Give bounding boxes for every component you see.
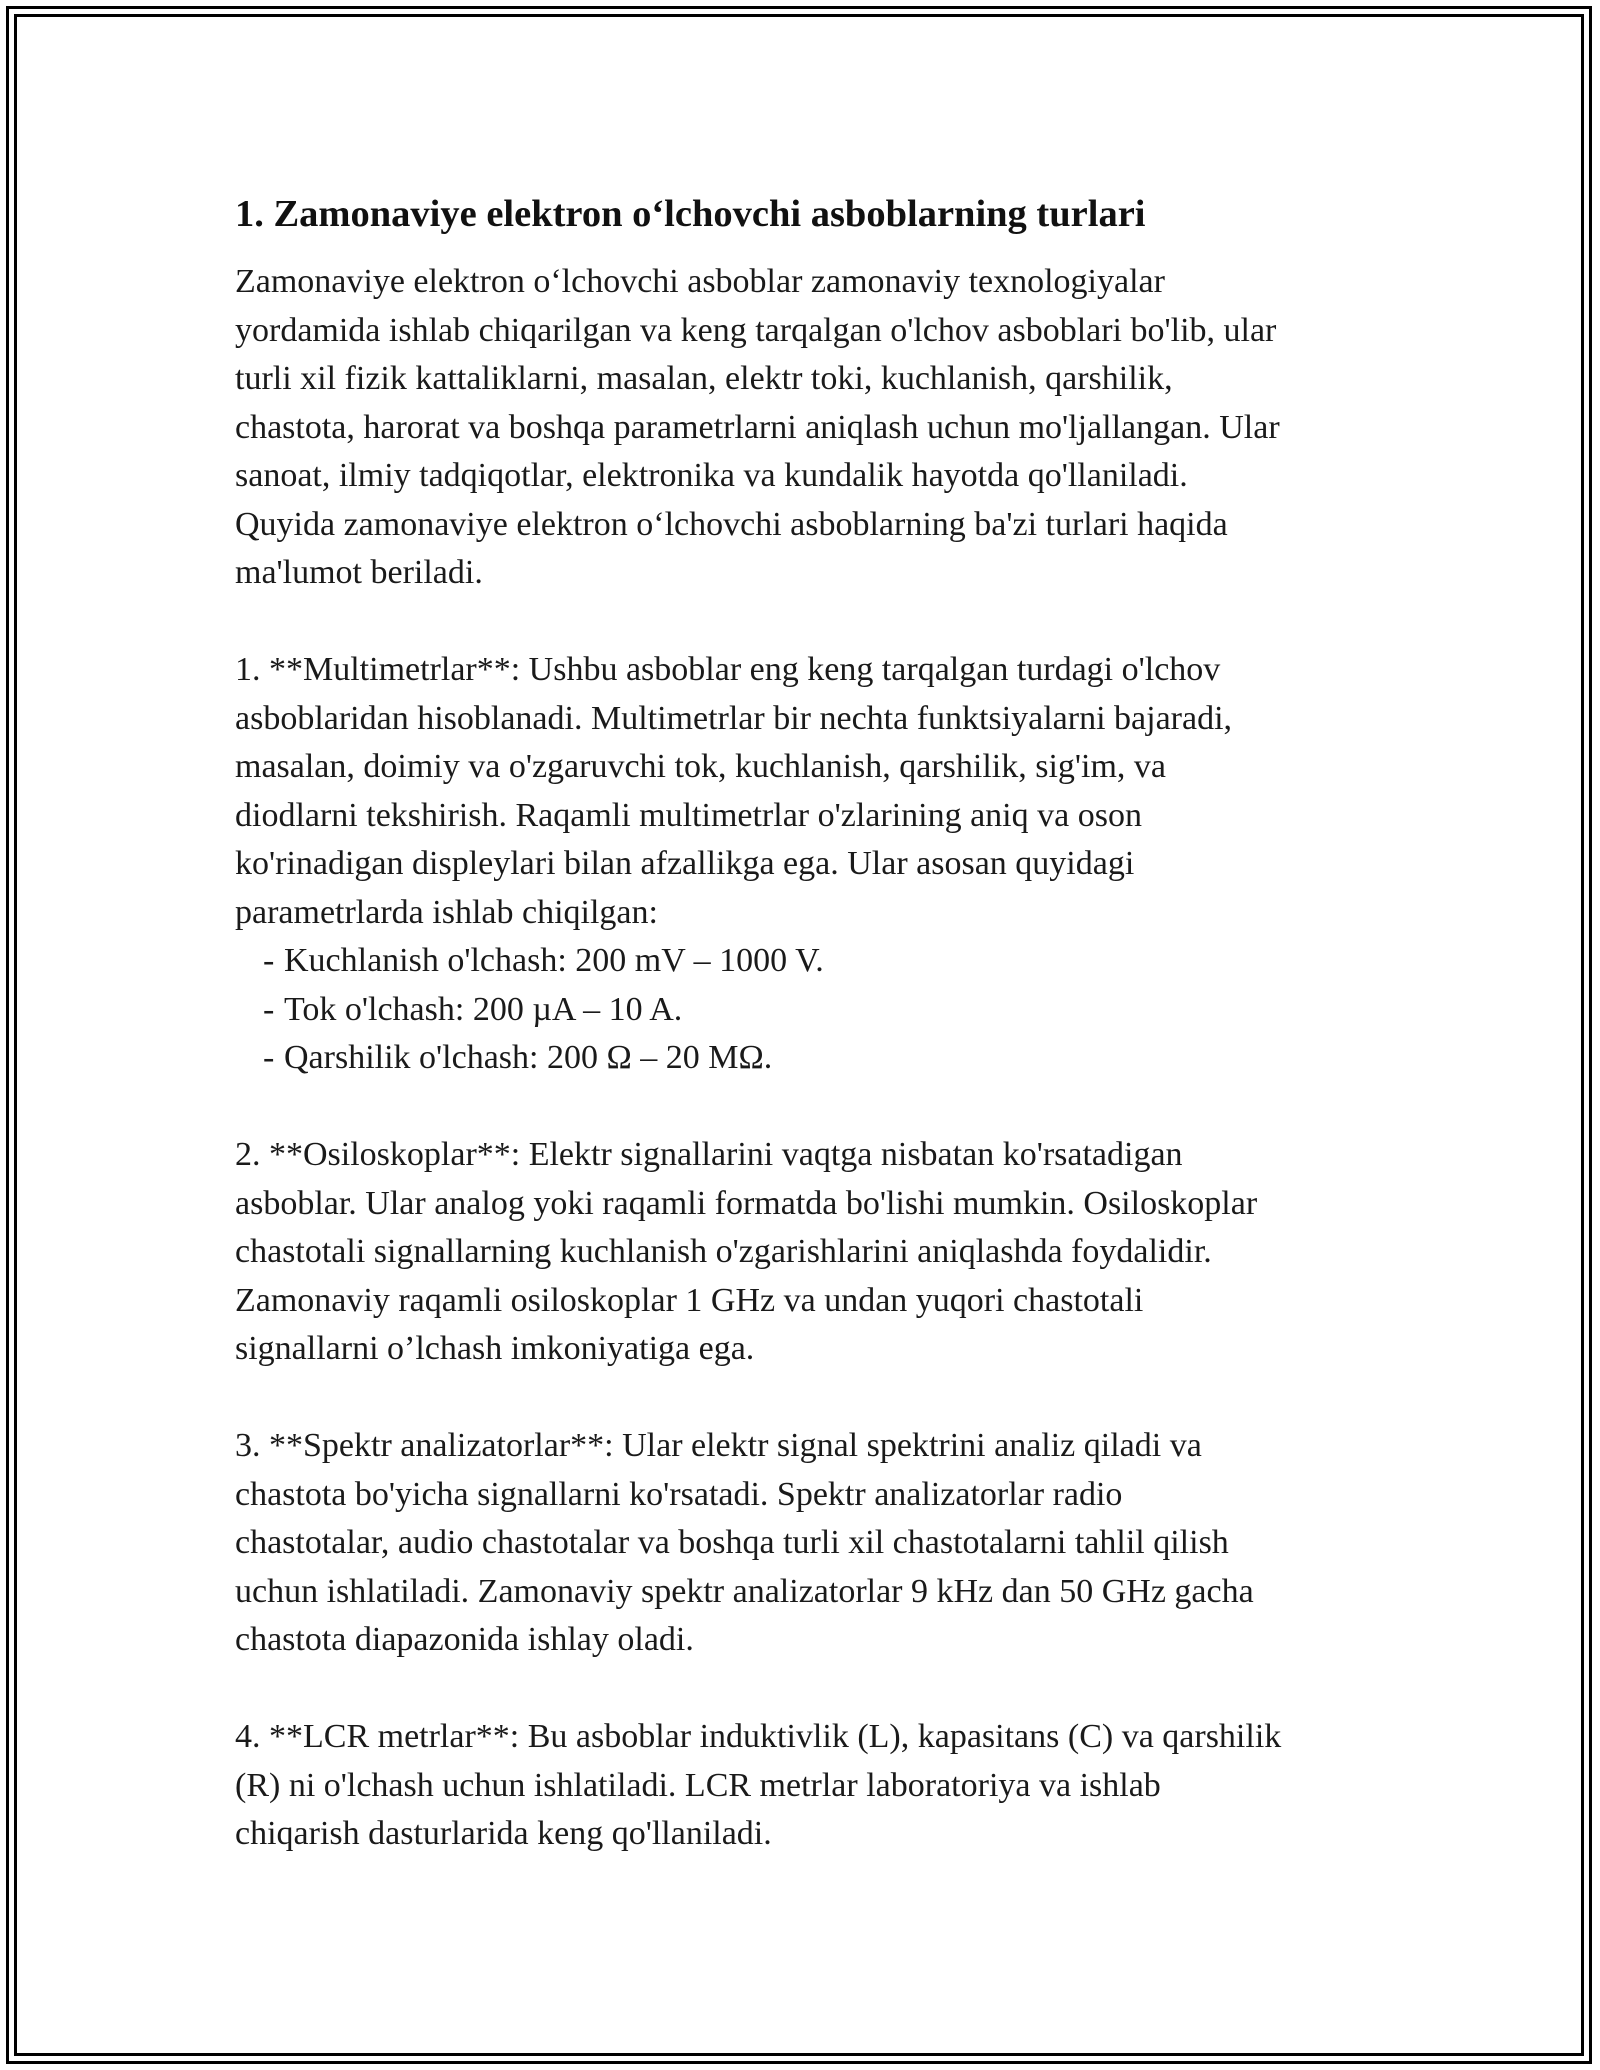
list-item-text: Tok o'lchash: 200 µA – 10 A. bbox=[284, 990, 683, 1028]
list-item bbox=[235, 986, 1375, 1035]
multimeter-parameters-list bbox=[235, 937, 1375, 1083]
list-item-text: Kuchlanish o'lchash: 200 mV – 1000 V. bbox=[284, 942, 824, 979]
list-item bbox=[235, 937, 1375, 986]
list-item bbox=[235, 1034, 1375, 1083]
oscilloscopes-paragraph: 2. **Osiloskoplar**: Elektr signallarini vaqtga nisbatan ko'rsatadigan asboblar. Ular analog yoki raqamli formatda bo'lishi mumkin. Osiloskoplar chastotali signallarning kuchlanish o'zgarishlarini aniqlashda foydalidir. Zamonaviy raqamli osiloskoplar 1 GHz va undan yuqori chastotali signallarni o’lchash imkoniyatiga ega. bbox=[235, 1136, 1258, 1367]
bullet-marker: - bbox=[263, 990, 275, 1028]
intro-paragraph: Zamonaviye elektron o‘lchovchi asboblar zamonaviy texnologiyalar yordamida ishlab chiqarilgan va keng tarqalgan o'lchov asboblari bo'lib, ular turli xil fizik kattaliklarni, masalan, elektr toki, kuchlanish, qarshilik, chastota, harorat va boshqa parametrlarni aniqlash uchun mo'ljallangan. Ular sanoat, ilmiy tadqiqotlar, elektronika va kundalik hayotda qo'llaniladi. Quyida zamonaviye elektron o‘lchovchi asboblarning ba'zi turlari haqida ma'lumot beriladi. bbox=[235, 263, 1280, 591]
document-body bbox=[235, 190, 1375, 1907]
bullet-marker: - bbox=[263, 942, 275, 979]
section-heading: 1. Zamonaviye elektron o‘lchovchi asboblarning turlari bbox=[235, 193, 1146, 235]
bullet-marker: - bbox=[263, 1039, 275, 1076]
lcr-meters-paragraph: 4. **LCR metrlar**: Bu asboblar induktivlik (L), kapasitans (C) va qarshilik (R) ni o'lchash uchun ishlatiladi. LCR metrlar laboratoriya va ishlab chiqarish dasturlarida keng qo'llaniladi. bbox=[235, 1718, 1282, 1852]
list-item-text: Qarshilik o'lchash: 200 Ω – 20 MΩ. bbox=[284, 1039, 773, 1076]
spectrum-analyzers-paragraph: 3. **Spektr analizatorlar**: Ular elektr signal spektrini analiz qiladi va chastota bo'yicha signallarni ko'rsatadi. Spektr analizatorlar radio chastotalar, audio chastotalar va boshqa turli xil chastotalarni tahlil qilish uchun ishlatiladi. Zamonaviy spektr analizatorlar 9 kHz dan 50 GHz gacha chastota diapazonida ishlay oladi. bbox=[235, 1427, 1254, 1658]
multimeters-paragraph: 1. **Multimetrlar**: Ushbu asboblar eng keng tarqalgan turdagi o'lchov asboblaridan hisoblanadi. Multimetrlar bir nechta funktsiyalarni bajaradi, masalan, doimiy va o'zgaruvchi tok, kuchlanish, qarshilik, sig'im, va diodlarni tekshirish. Raqamli multimetrlar o'zlarining aniq va oson ko'rinadigan displeylari bilan afzallikga ega. Ular asosan quyidagi parametrlarda ishlab chiqilgan: bbox=[235, 651, 1233, 931]
